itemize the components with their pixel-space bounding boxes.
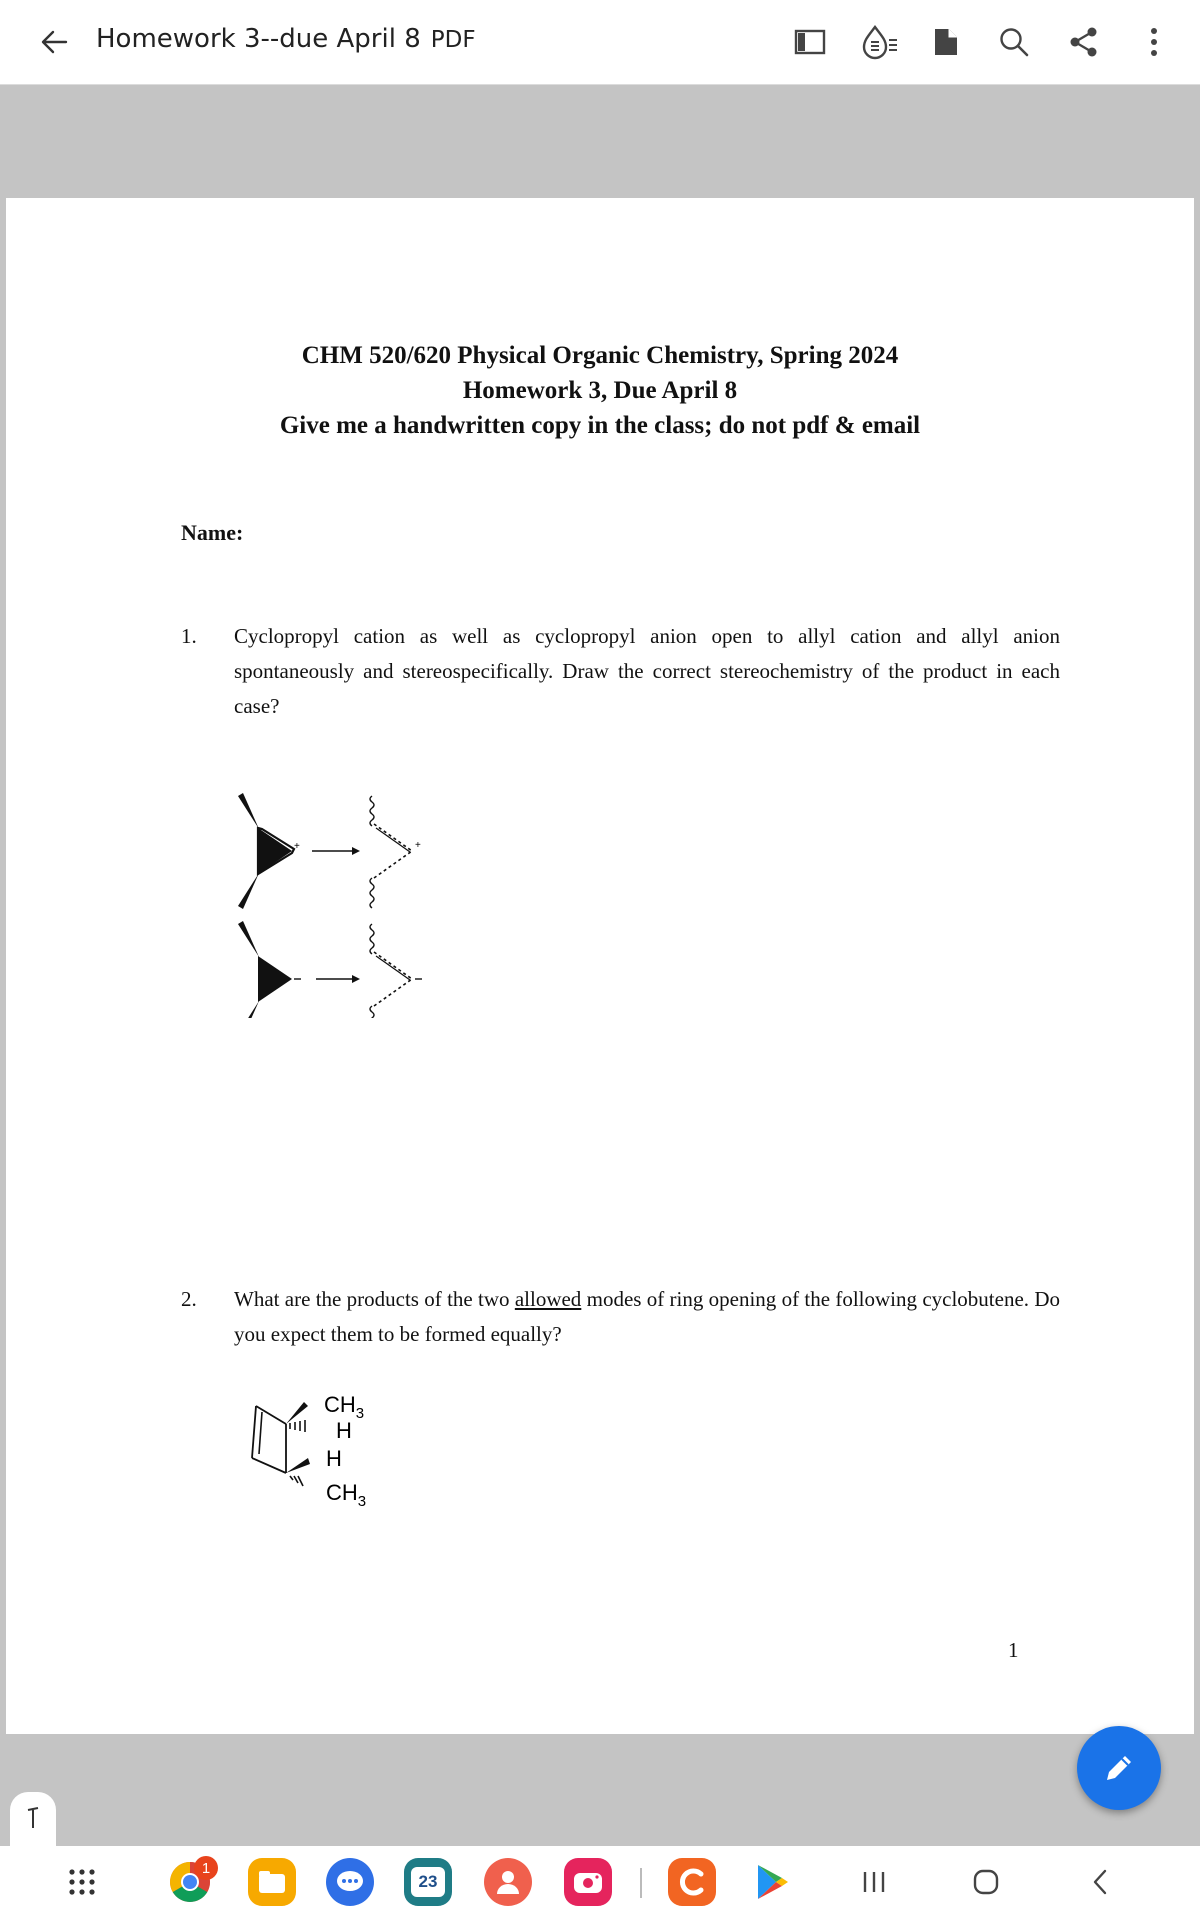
files-app-button[interactable] bbox=[246, 1856, 298, 1908]
recent-apps-icon bbox=[860, 1869, 888, 1895]
calendar-icon bbox=[404, 1858, 452, 1906]
submission-instruction: Give me a handwritten copy in the class; do not pdf & email bbox=[279, 412, 921, 439]
notification-badge: 1 bbox=[194, 1856, 218, 1880]
home-icon bbox=[972, 1868, 1000, 1896]
document-icon bbox=[933, 27, 959, 57]
ch3-top-label: $CH_3$ bbox=[324, 1392, 365, 1422]
liquid-mode-button[interactable] bbox=[858, 20, 902, 64]
system-back-button[interactable] bbox=[1074, 1856, 1126, 1908]
allyl-cation-charge-label: + bbox=[415, 840, 421, 851]
wedge-bond-bottom bbox=[238, 873, 259, 909]
cyclopropyl-anion-structure bbox=[238, 921, 301, 1018]
h-lower-label: H bbox=[326, 1446, 342, 1471]
more-options-icon bbox=[1149, 26, 1159, 58]
app-bar bbox=[0, 0, 1200, 85]
home-button[interactable] bbox=[960, 1856, 1012, 1908]
question-1-structures bbox=[226, 758, 446, 1018]
question-2-number: 2. bbox=[181, 1287, 197, 1311]
messages-app-button[interactable] bbox=[324, 1856, 376, 1908]
question-2-text-part-1: What are the products of the two bbox=[234, 1287, 515, 1311]
liquid-mode-icon bbox=[861, 24, 899, 60]
play-store-icon bbox=[754, 1862, 790, 1902]
screen-recorder-app-button[interactable] bbox=[562, 1856, 614, 1908]
name-label: Name: bbox=[181, 520, 244, 545]
homework-title: Homework 3, Due April 8 bbox=[462, 377, 738, 404]
pencil-icon bbox=[1101, 1750, 1137, 1786]
recent-apps-button[interactable] bbox=[848, 1856, 900, 1908]
app-grid-icon bbox=[68, 1868, 96, 1896]
reading-mode-icon bbox=[794, 28, 826, 56]
folder-icon bbox=[248, 1858, 296, 1906]
back-button[interactable] bbox=[34, 22, 74, 62]
document-button[interactable] bbox=[924, 20, 968, 64]
dash-bond-wedge bbox=[258, 828, 292, 874]
app-drawer-button[interactable] bbox=[56, 1856, 108, 1908]
chrome-app-button[interactable] bbox=[164, 1856, 216, 1908]
contacts-icon bbox=[484, 1858, 532, 1906]
cation-charge-label: + bbox=[294, 841, 300, 852]
page-number: 1 bbox=[1008, 1638, 1019, 1662]
question-2-text-part-2: modes of ring opening of the following cyclobutene. Do you expect them to be formed equally? bbox=[234, 1287, 1060, 1346]
share-icon bbox=[1068, 26, 1100, 58]
wedge-bond-top-2 bbox=[238, 921, 259, 957]
taskbar-divider bbox=[640, 1868, 642, 1898]
reaction-arrow-1 bbox=[312, 847, 360, 855]
wedge-bond-top bbox=[238, 793, 259, 829]
allyl-cation-structure bbox=[370, 796, 421, 908]
edit-fab-button[interactable] bbox=[1077, 1726, 1161, 1810]
search-icon bbox=[998, 26, 1030, 58]
calendar-app-button[interactable] bbox=[402, 1856, 454, 1908]
file-type-label: PDF bbox=[430, 27, 476, 53]
play-store-app-button[interactable] bbox=[746, 1856, 798, 1908]
search-button[interactable] bbox=[992, 20, 1036, 64]
document-title bbox=[96, 24, 476, 54]
question-1-number: 1. bbox=[181, 624, 197, 648]
more-options-button[interactable] bbox=[1132, 20, 1176, 64]
course-title: CHM 520/620 Physical Organic Chemistry, Spring 2024 bbox=[301, 342, 899, 369]
question-1-text: Cyclopropyl cation as well as cyclopropyl anion open to allyl cation and allyl anion spontaneously and stereospecifically. Draw the correct stereochemistry of the product in each case? bbox=[234, 624, 1060, 718]
edge-panel-handle[interactable] bbox=[10, 1792, 56, 1848]
edge-handle-icon bbox=[23, 1802, 43, 1832]
dash-bond-wedge-2 bbox=[258, 956, 292, 1002]
cyclobutene-structure bbox=[246, 1388, 406, 1528]
camera-icon bbox=[564, 1858, 612, 1906]
ch3-bottom-label: $CH_3$ bbox=[326, 1480, 367, 1510]
allyl-anion-structure bbox=[370, 924, 422, 1018]
wedge-bond-bottom-2 bbox=[238, 1001, 259, 1018]
messages-icon bbox=[326, 1858, 374, 1906]
contacts-app-button[interactable] bbox=[482, 1856, 534, 1908]
reaction-arrow-2 bbox=[316, 975, 360, 983]
cengage-app-button[interactable] bbox=[666, 1856, 718, 1908]
question-2-text bbox=[234, 1282, 1060, 1352]
system-taskbar bbox=[0, 1846, 1200, 1920]
document-title-text: Homework 3--due April 8 bbox=[96, 24, 421, 54]
calendar-day: 23 bbox=[411, 1867, 445, 1897]
question-2-underlined-word: allowed bbox=[514, 1287, 582, 1311]
chevron-left-icon bbox=[1089, 1867, 1111, 1897]
h-upper-label: H bbox=[336, 1418, 352, 1443]
back-arrow-icon bbox=[39, 27, 69, 57]
pdf-page[interactable] bbox=[6, 198, 1194, 1734]
cyclopropyl-cation-structure bbox=[238, 793, 300, 909]
reading-mode-button[interactable] bbox=[788, 20, 832, 64]
share-button[interactable] bbox=[1062, 20, 1106, 64]
cengage-c-icon bbox=[668, 1858, 716, 1906]
